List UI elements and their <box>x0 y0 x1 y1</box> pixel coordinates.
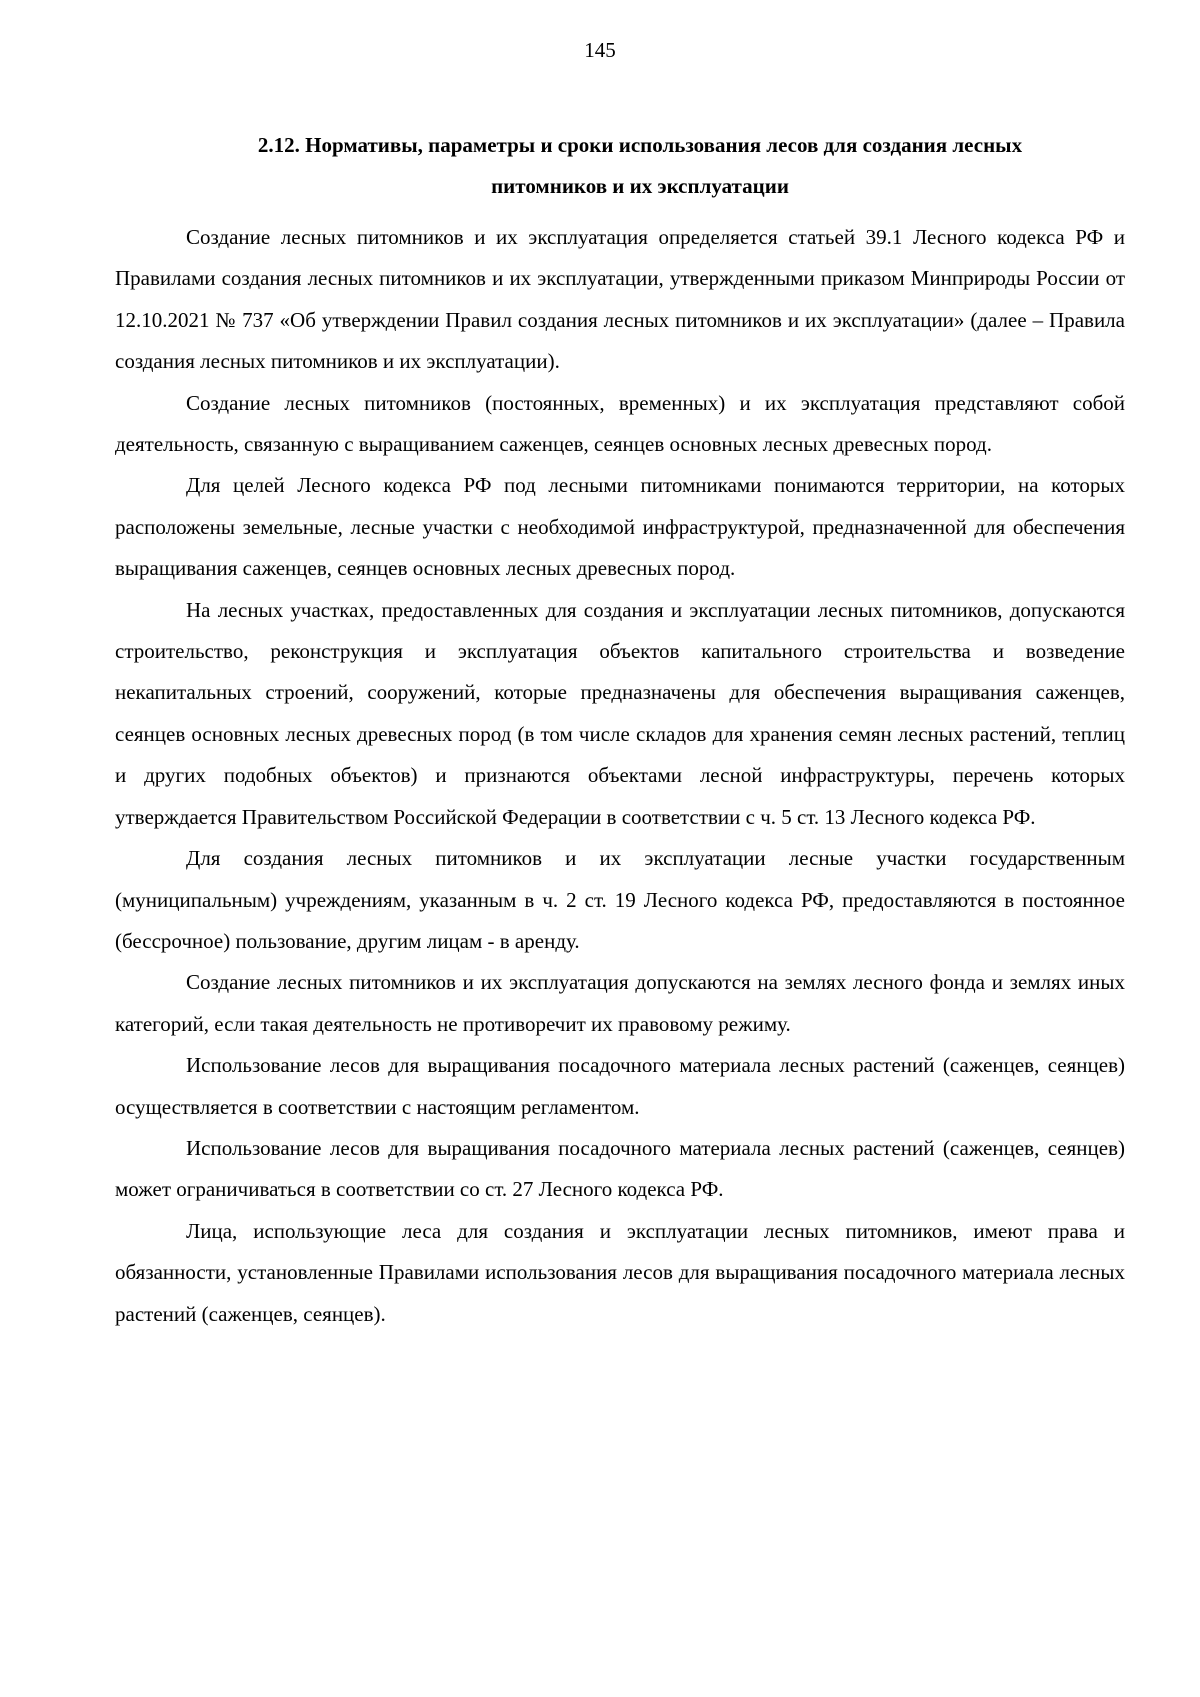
paragraph: Для создания лесных питомников и их эксплуатации лесные участки государственным (муниципальным) учреждениям, указанным в ч. 2 ст. 19 Лесного кодекса РФ, предоставляются в постоянное (бессрочное) пользование, другим лицам - в аренду. <box>115 846 1125 953</box>
paragraph: Использование лесов для выращивания посадочного материала лесных растений (саженцев, сеянцев) осуществляется в соответствии с настоящим регламентом. <box>115 1053 1125 1119</box>
paragraph: Создание лесных питомников (постоянных, временных) и их эксплуатация представляют собой деятельность, связанную с выращиванием саженцев, сеянцев основных лесных древесных пород. <box>115 390 1125 457</box>
paragraph: Создание лесных питомников и их эксплуатация определяется статьей 39.1 Лесного кодекса РФ и Правилами создания лесных питомников и их эксплуатации, утвержденными приказом Минприроды России от 12.10.2021 № 737 «Об утверждении Правил создания лесных питомников и их эксплуатации» (далее – Правила создания лесных питомников и их эксплуатации). <box>115 225 1125 374</box>
section-heading-line-2: питомников и их эксплуатации <box>491 174 789 198</box>
section-heading <box>190 125 1090 207</box>
paragraph: На лесных участках, предоставленных для создания и эксплуатации лесных питомников, допускаются строительство, реконструкция и эксплуатация объектов капитального строительства и возведение некапитальных строений, сооружений, которые предназначены для обеспечения выращивания саженцев, сеянцев основных лесных древесных пород (в том числе складов для хранения семян лесных растений, теплиц и других подобных объектов) и признаются объектами лесной инфраструктуры, перечень которых утверждается Правительством Российской Федерации в соответствии с ч. 5 ст. 13 Лесного кодекса РФ. <box>115 597 1125 829</box>
section-heading-line-1: 2.12. Нормативы, параметры и сроки использования лесов для создания лесных <box>257 133 1023 157</box>
paragraph: Создание лесных питомников и их эксплуатация допускаются на землях лесного фонда и землях иных категорий, если такая деятельность не противоречит их правовому режиму. <box>115 970 1125 1036</box>
paragraph: Использование лесов для выращивания посадочного материала лесных растений (саженцев, сеянцев) может ограничиваться в соответствии со ст. 27 Лесного кодекса РФ. <box>115 1135 1125 1202</box>
page-number: 145 <box>584 38 616 62</box>
document-body <box>115 217 1125 1335</box>
paragraph: Лица, использующие леса для создания и эксплуатации лесных питомников, имеют права и обязанности, установленные Правилами использования лесов для выращивания посадочного материала лесных растений (саженцев, сеянцев). <box>115 1218 1125 1326</box>
paragraph: Для целей Лесного кодекса РФ под лесными питомниками понимаются территории, на которых расположены земельные, лесные участки с необходимой инфраструктурой, предназначенной для обеспечения выращивания саженцев, сеянцев основных лесных древесных пород. <box>115 473 1125 581</box>
